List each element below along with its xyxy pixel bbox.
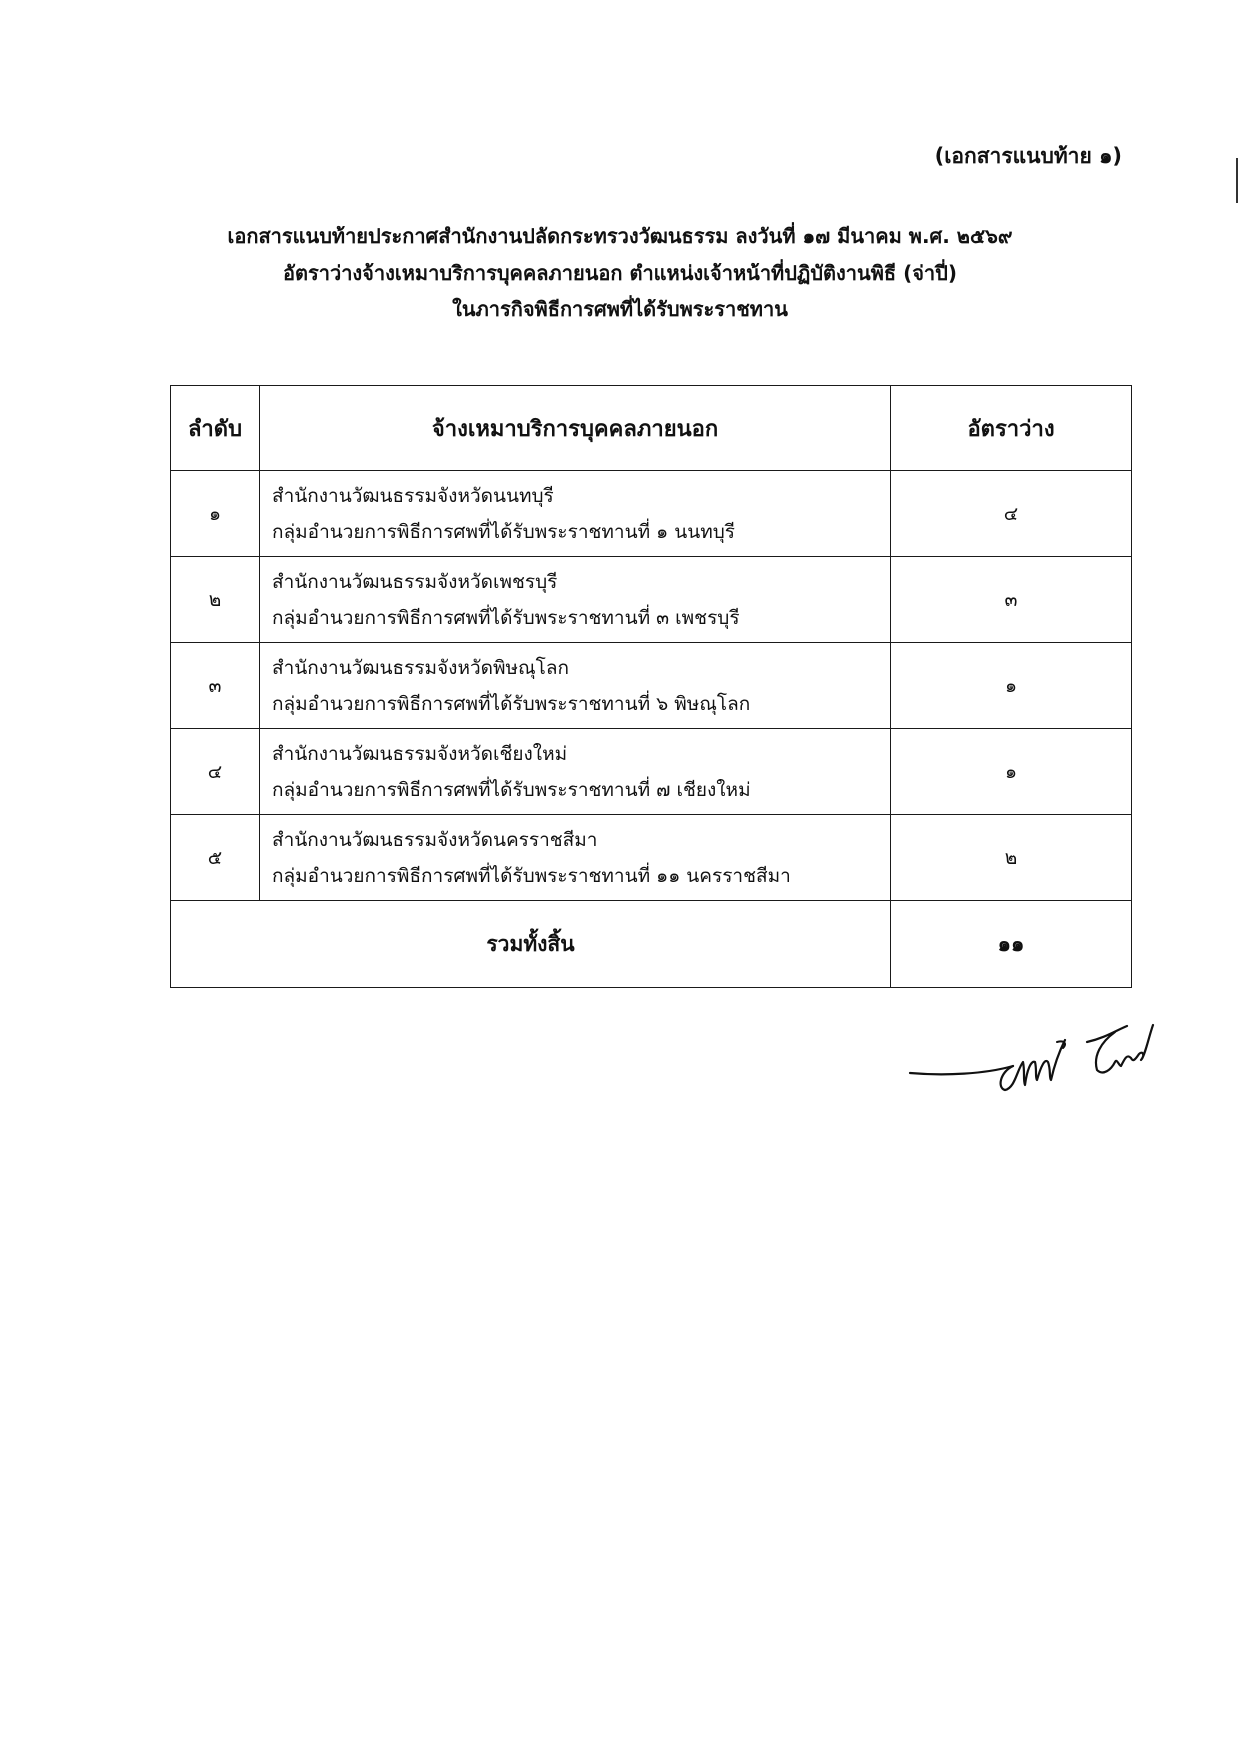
document-title (0, 218, 1240, 328)
row-vacancies: ๔ (891, 471, 1132, 557)
row-office: สำนักงานวัฒนธรรมจังหวัดเชียงใหม่ (272, 742, 568, 765)
row-group: กลุ่มอำนวยการพิธีการศพที่ได้รับพระราชทานที่ ๖ พิษณุโลก (272, 692, 751, 715)
table-row (171, 643, 1132, 729)
header-order: ลำดับ (171, 386, 260, 471)
total-vacancies: ๑๑ (891, 901, 1132, 988)
row-office: สำนักงานวัฒนธรรมจังหวัดนครราชสีมา (272, 828, 598, 851)
row-vacancies: ๑ (891, 729, 1132, 815)
table-header-row (171, 386, 1132, 471)
row-unit (260, 643, 891, 729)
table-total-row (171, 901, 1132, 988)
row-group: กลุ่มอำนวยการพิธีการศพที่ได้รับพระราชทานที่ ๗ เชียงใหม่ (272, 778, 751, 801)
total-label: รวมทั้งสิ้น (171, 901, 891, 988)
vacancy-table (170, 385, 1132, 988)
scan-edge-mark (1236, 158, 1238, 203)
signature-image (905, 1000, 1155, 1095)
row-group: กลุ่มอำนวยการพิธีการศพที่ได้รับพระราชทานที่ ๓ เพชรบุรี (272, 606, 740, 629)
title-line-2: อัตราว่างจ้างเหมาบริการบุคคลภายนอก ตำแหน่งเจ้าหน้าที่ปฏิบัติงานพิธี (จ่าปี่) (282, 260, 957, 285)
table-row (171, 471, 1132, 557)
row-group: กลุ่มอำนวยการพิธีการศพที่ได้รับพระราชทานที่ ๑ นนทบุรี (272, 520, 736, 543)
row-office: สำนักงานวัฒนธรรมจังหวัดเพชรบุรี (272, 570, 558, 593)
header-unit: จ้างเหมาบริการบุคคลภายนอก (260, 386, 891, 471)
row-unit (260, 557, 891, 643)
title-line-1: เอกสารแนบท้ายประกาศสำนักงานปลัดกระทรวงวัฒนธรรม ลงวันที่ ๑๗ มีนาคม พ.ศ. ๒๕๖๙ (227, 224, 1013, 248)
table-row (171, 729, 1132, 815)
table-row (171, 815, 1132, 901)
header-vacancies: อัตราว่าง (891, 386, 1132, 471)
row-order: ๔ (171, 729, 260, 815)
row-office: สำนักงานวัฒนธรรมจังหวัดนนทบุรี (272, 484, 554, 507)
table-row (171, 557, 1132, 643)
row-unit (260, 471, 891, 557)
row-vacancies: ๑ (891, 643, 1132, 729)
row-order: ๑ (171, 471, 260, 557)
row-vacancies: ๒ (891, 815, 1132, 901)
row-order: ๓ (171, 643, 260, 729)
attachment-label: (เอกสารแนบท้าย ๑) (934, 144, 1122, 168)
row-order: ๕ (171, 815, 260, 901)
row-office: สำนักงานวัฒนธรรมจังหวัดพิษณุโลก (272, 656, 570, 679)
row-vacancies: ๓ (891, 557, 1132, 643)
row-order: ๒ (171, 557, 260, 643)
title-line-3: ในภารกิจพิธีการศพที่ได้รับพระราชทาน (452, 297, 788, 321)
row-unit (260, 729, 891, 815)
row-group: กลุ่มอำนวยการพิธีการศพที่ได้รับพระราชทานที่ ๑๑ นครราชสีมา (272, 864, 791, 887)
row-unit (260, 815, 891, 901)
